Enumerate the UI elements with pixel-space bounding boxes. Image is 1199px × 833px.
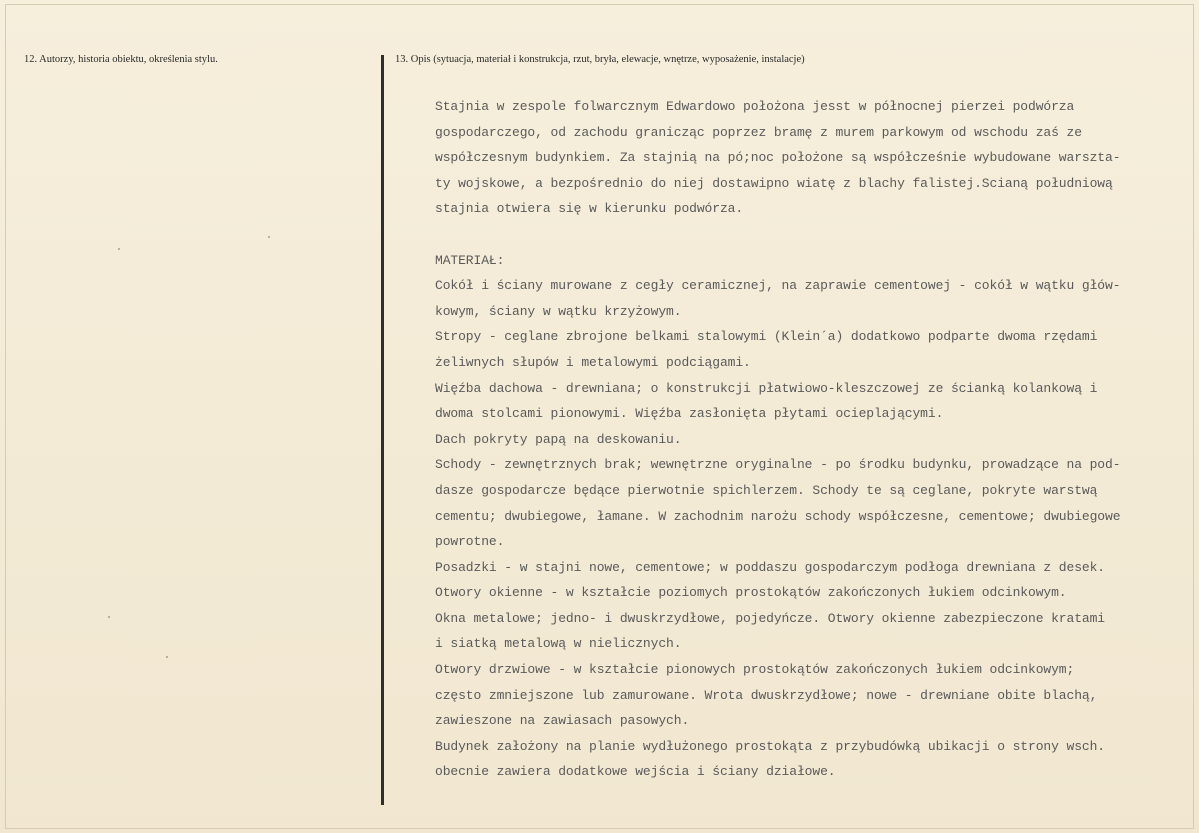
text-line: kowym, ściany w wątku krzyżowym. <box>435 303 682 319</box>
text-line: obecnie zawiera dodatkowe wejścia i ściany działowe. <box>435 764 836 780</box>
material-paragraph <box>435 273 1165 785</box>
text-line: często zmniejszone lub zamurowane. Wrota dwuskrzydłowe; nowe - drewniane obite blachą, <box>435 687 1098 703</box>
text-line: Posadzki - w stajni nowe, cementowe; w poddaszu gospodarczym podłoga drewniana z desek. <box>435 559 1106 575</box>
text-line: zawieszone na zawiasach pasowych. <box>435 713 690 729</box>
text-line: Budynek założony na planie wydłużonego prostokąta z przybudówką ubikacji o strony wsch. <box>435 738 1106 754</box>
text-line: Dach pokryty papą na deskowaniu. <box>435 431 682 447</box>
text-line: ty wojskowe, a bezpośrednio do niej dostawipno wiatę z blachy falistej.Scianą południową <box>435 175 1113 191</box>
text-line: gospodarczego, od zachodu granicząc poprzez bramę z murem parkowym od wschodu zaś ze <box>435 124 1082 140</box>
text-line: i siatką metalową w nielicznych. <box>435 636 682 652</box>
text-line: Otwory drzwiowe - w kształcie pionowych prostokątów zakończonych łukiem odcinkowym; <box>435 662 1075 678</box>
text-line: Stajnia w zespole folwarcznym Edwardowo położona jesst w północnej pierzei podwórza <box>435 99 1075 114</box>
paper-speck <box>268 236 270 238</box>
text-line: powrotne. <box>435 534 505 550</box>
text-line: dasze gospodarcze będące pierwotnie spichlerzem. Schody te są ceglane, pokryte warstwą <box>435 482 1098 498</box>
description-text <box>435 94 1165 785</box>
text-line: Stropy - ceglane zbrojone belkami stalowymi (Klein´a) dodatkowo podparte dwoma rzędami <box>435 329 1098 345</box>
text-line: cementu; dwubiegowe, łamane. W zachodnim narożu schody współczesne, cementowe; dwubiegowe <box>435 508 1121 524</box>
field-12-label: 12. Autorzy, historia obiektu, określenia stylu. <box>24 54 218 65</box>
text-line: żeliwnych słupów i metalowymi podciągami. <box>435 354 751 370</box>
intro-paragraph <box>435 94 1165 222</box>
text-line: dwoma stolcami pionowymi. Więźba zasłonięta płytami ocieplającymi. <box>435 406 944 422</box>
text-line: Okna metalowe; jedno- i dwuskrzydłowe, pojedyńcze. Otwory okienne zabezpieczone kratami <box>435 610 1106 626</box>
text-line: Cokół i ściany murowane z cegły ceramicznej, na zaprawie cementowej - cokół w wątku głów- <box>435 278 1121 294</box>
material-heading: MATERIAŁ: <box>435 252 505 268</box>
field-13-label: 13. Opis (sytuacja, materiał i konstrukcja, rzut, bryła, elewacje, wnętrze, wyposażenie, instalacje) <box>395 54 805 65</box>
column-divider <box>381 55 384 805</box>
text-line: współczesnym budynkiem. Za stajnią na pó;noc położone są współcześnie wybudowane warszta- <box>435 150 1121 166</box>
paper-speck <box>118 248 120 250</box>
text-line: Schody - zewnętrznych brak; wewnętrzne oryginalne - po środku budynku, prowadzące na pod- <box>435 457 1121 473</box>
paper-speck <box>166 656 168 658</box>
paper-speck <box>108 616 110 618</box>
text-line: Otwory okienne - w kształcie poziomych prostokątów zakończonych łukiem odcinkowym. <box>435 585 1067 601</box>
text-line: Więźba dachowa - drewniana; o konstrukcji płatwiowo-kleszczowej ze ścianką kolankową i <box>435 380 1098 396</box>
text-line: stajnia otwiera się w kierunku podwórza. <box>435 201 744 217</box>
